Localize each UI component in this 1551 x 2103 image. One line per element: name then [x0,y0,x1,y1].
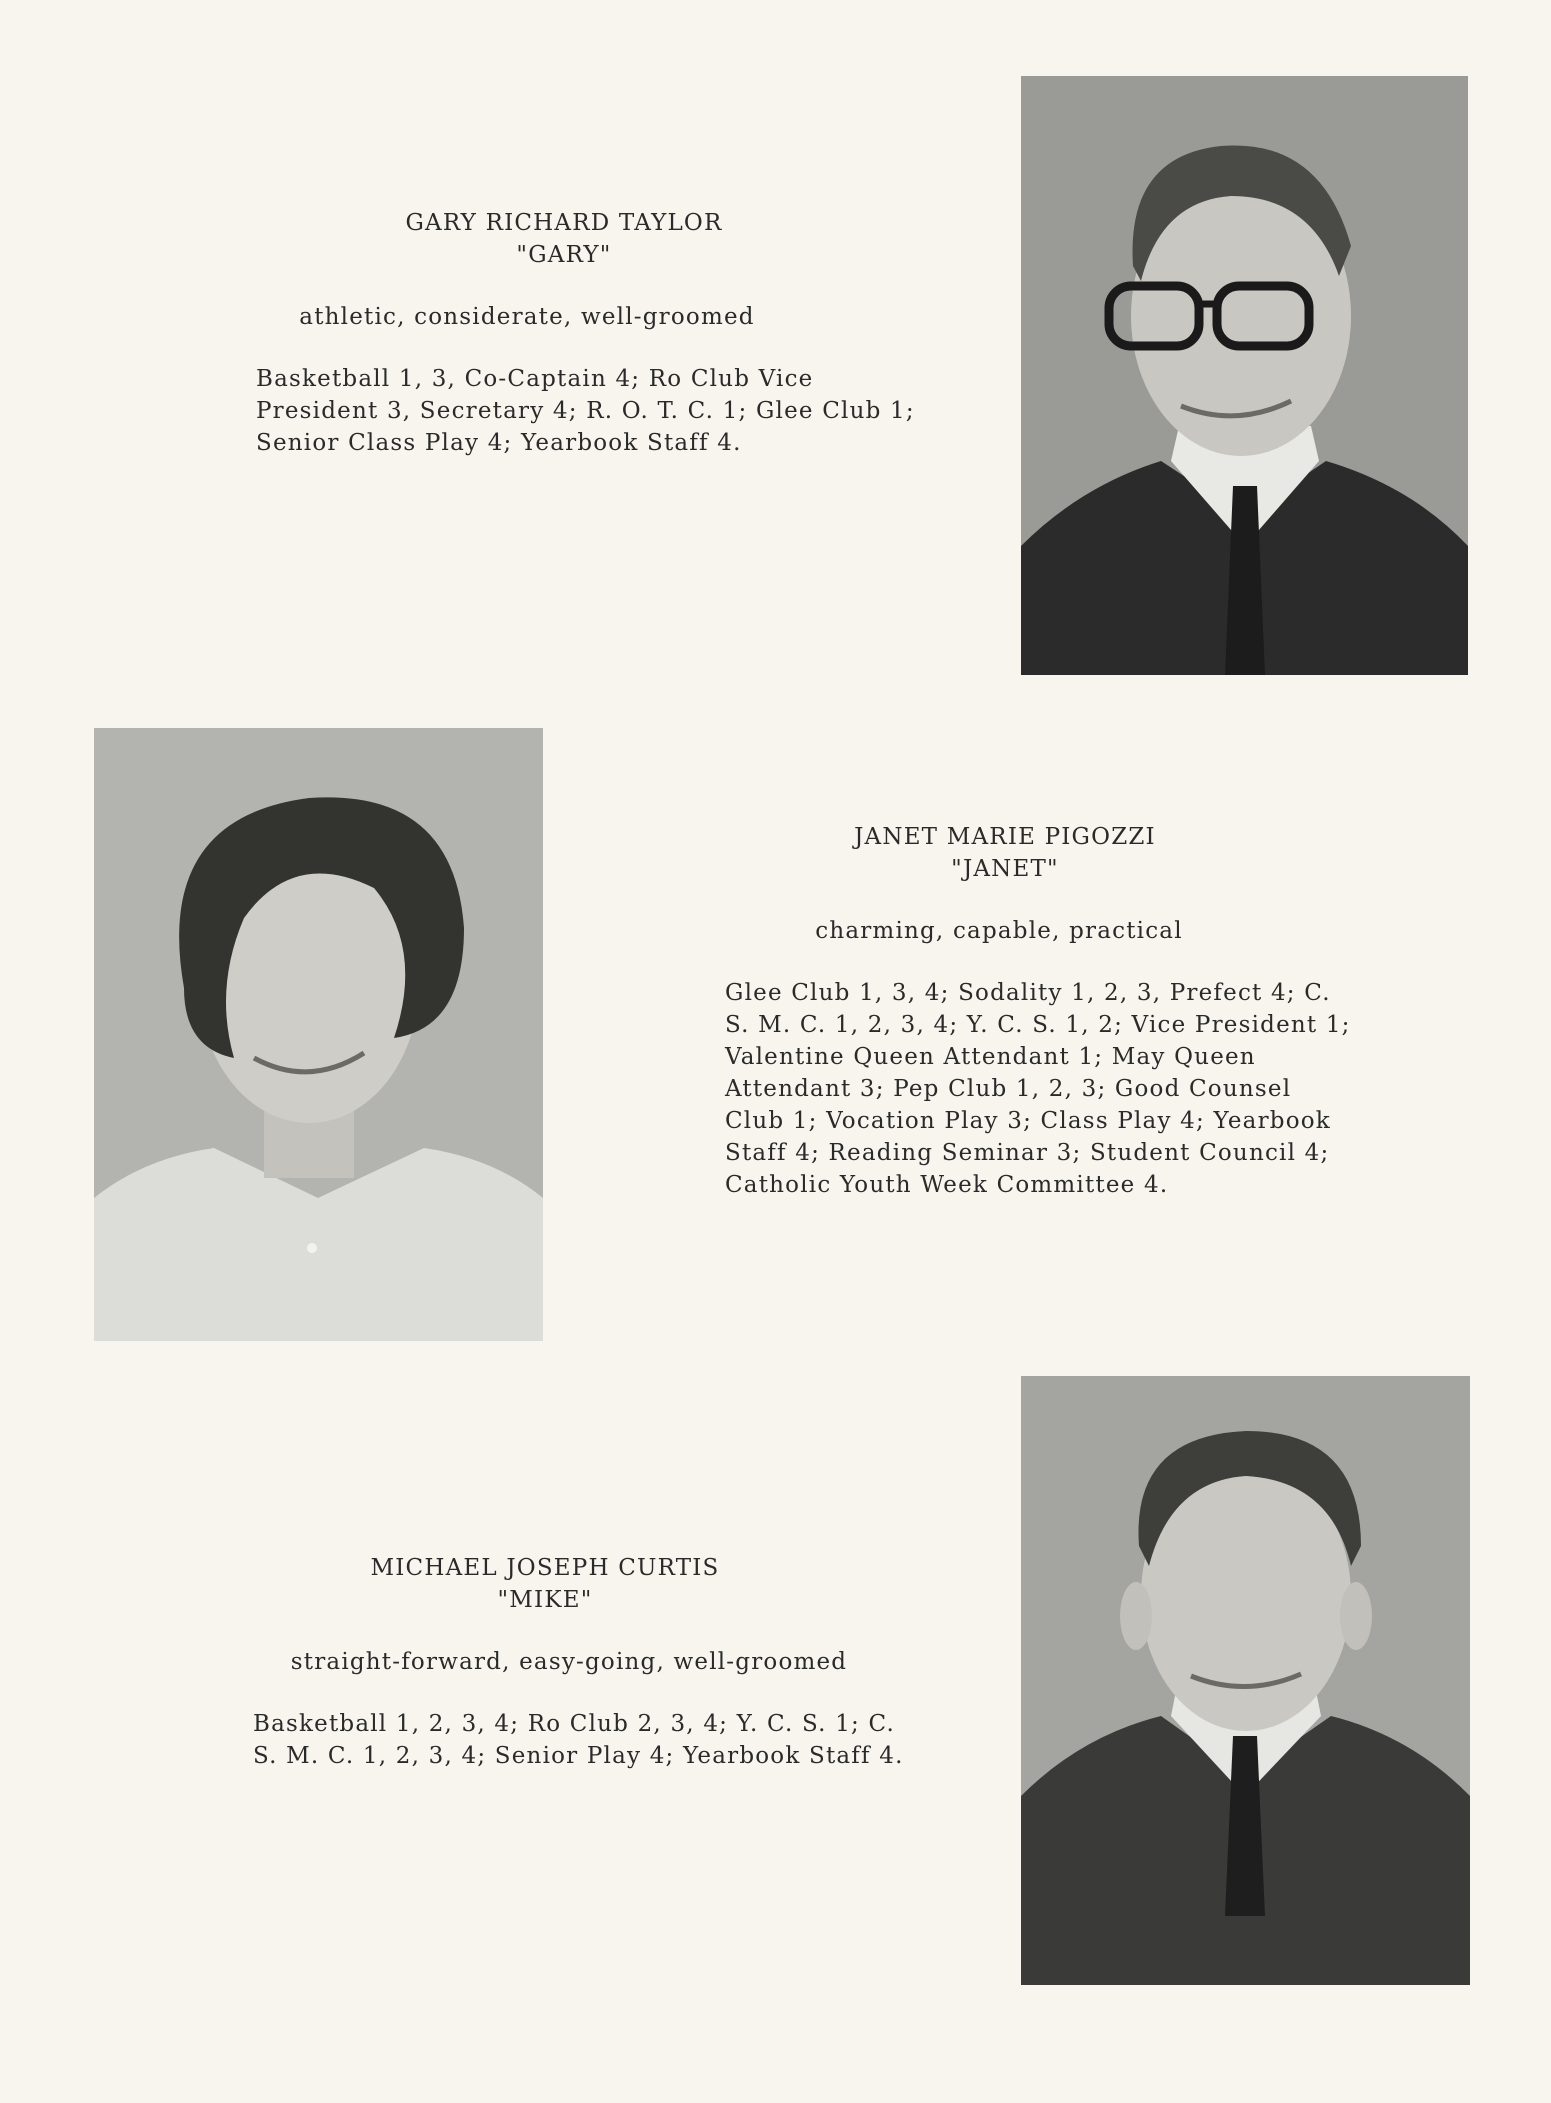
student-activities: Basketball 1, 2, 3, 4; Ro Club 2, 3, 4; Y. C. S. 1; C. S. M. C. 1, 2, 3, 4; Senior Play 4; Yearbook Staff 4. [253,1711,904,1769]
student-nickname: "MIKE" [497,1587,593,1613]
student-name: MICHAEL JOSEPH CURTIS [370,1555,720,1581]
student-portrait-photo [1021,1376,1470,1985]
student-traits: athletic, considerate, well-groomed [299,304,755,330]
student-traits: charming, capable, practical [815,918,1183,944]
student-activities: Glee Club 1, 3, 4; Sodality 1, 2, 3, Prefect 4; C. S. M. C. 1, 2, 3, 4; Y. C. S. 1, 2; Vice President 1; Valentine Queen Attendant 1; May Queen Attendant 3; Pep Club 1, 2, 3; Good Counsel Club 1; Vocation Play 3; Class Play 4; Yearbook Staff 4; Reading Seminar 3; Student Council 4; Catholic Youth Week Committee 4. [725,980,1351,1198]
student-nickname: "GARY" [516,242,612,268]
student-bio-michael-curtis [253,1552,913,1772]
student-name: JANET MARIE PIGOZZI [854,824,1156,850]
student-nickname: "JANET" [951,856,1059,882]
student-activities: Basketball 1, 3, Co-Captain 4; Ro Club Vice President 3, Secretary 4; R. O. T. C. 1; Glee Club 1; Senior Class Play 4; Yearbook Staff 4. [256,366,915,456]
student-portrait-photo [1021,76,1468,675]
student-bio-janet-pigozzi [725,821,1385,1201]
student-traits: straight-forward, easy-going, well-groomed [290,1649,848,1675]
student-name: GARY RICHARD TAYLOR [405,210,723,236]
student-portrait-photo [94,728,543,1341]
student-bio-gary-taylor [256,207,916,459]
